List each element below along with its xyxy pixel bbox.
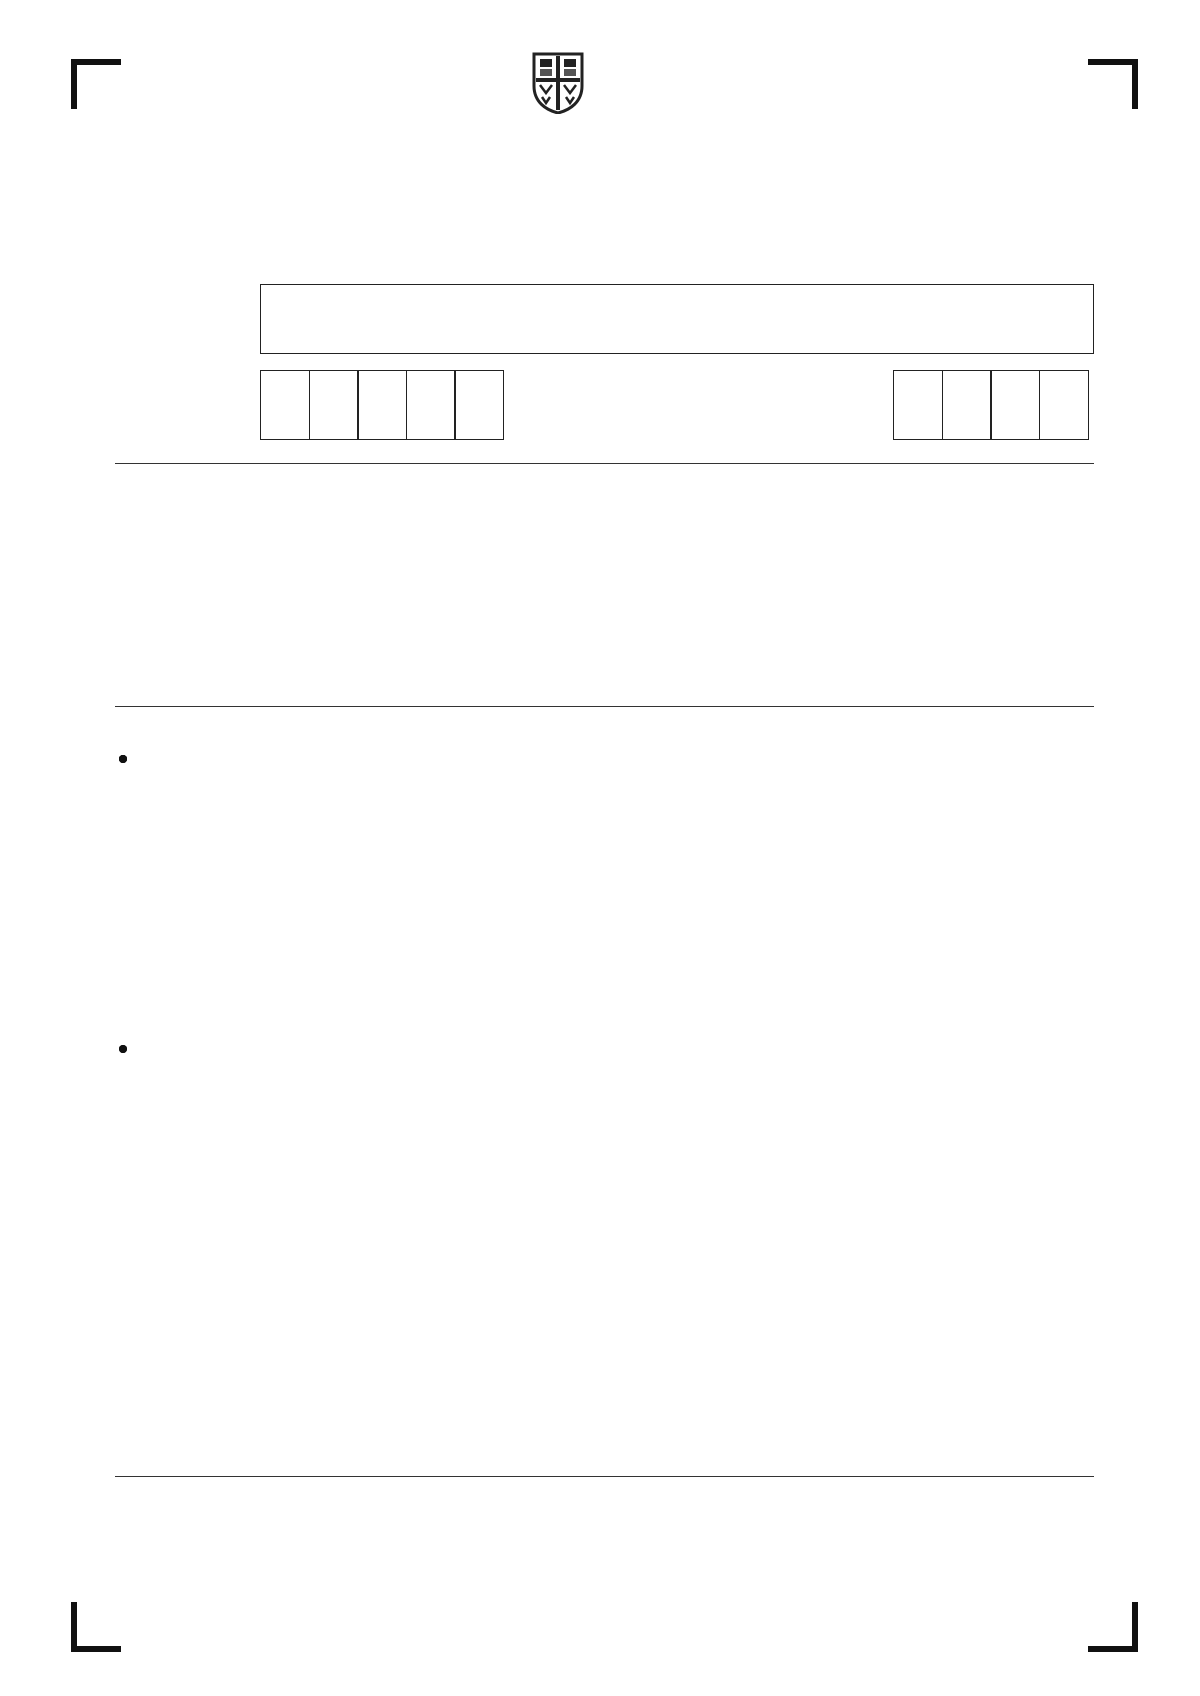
centre-number-boxes xyxy=(260,370,504,440)
divider-bottom xyxy=(115,1476,1094,1477)
crop-mark-bottom-right xyxy=(1088,1602,1138,1652)
candidate-number-box[interactable] xyxy=(942,370,992,440)
centre-number-box[interactable] xyxy=(357,370,407,440)
candidate-name-field[interactable] xyxy=(260,284,1094,354)
crop-mark-bottom-left xyxy=(71,1602,121,1652)
barcode-top xyxy=(133,60,501,118)
candidate-number-box[interactable] xyxy=(990,370,1040,440)
centre-number-box[interactable] xyxy=(309,370,359,440)
barcode-side xyxy=(54,458,100,686)
qr-code xyxy=(53,349,97,393)
candidate-number-box[interactable] xyxy=(893,370,943,440)
divider-middle xyxy=(115,706,1094,707)
centre-number-box[interactable] xyxy=(260,370,310,440)
cambridge-logo xyxy=(532,52,592,114)
bullet-icon xyxy=(119,1045,127,1053)
candidate-number-boxes xyxy=(893,370,1089,440)
divider-top xyxy=(115,463,1094,464)
centre-number-box[interactable] xyxy=(454,370,504,440)
candidate-number-box[interactable] xyxy=(1039,370,1089,440)
side-barcode-digits xyxy=(40,460,50,686)
bullet-icon xyxy=(119,755,127,763)
crest-icon xyxy=(532,52,584,114)
crop-mark-top-left xyxy=(71,59,121,109)
crop-mark-top-right xyxy=(1088,59,1138,109)
centre-number-box[interactable] xyxy=(406,370,456,440)
